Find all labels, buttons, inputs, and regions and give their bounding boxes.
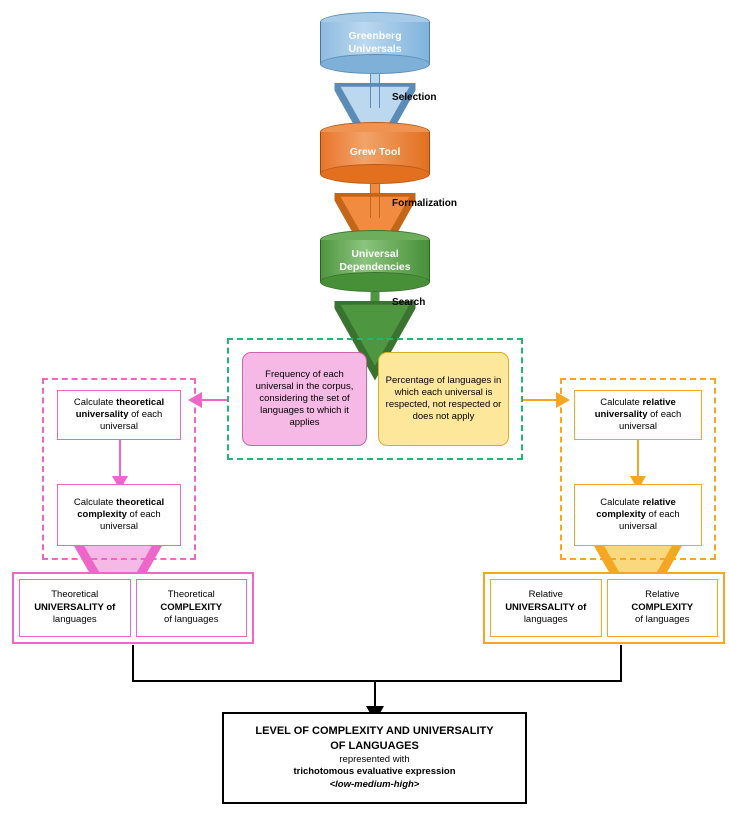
node-grew-line1: Grew Tool — [349, 146, 401, 159]
box-percentage-label: Percentage of languages in which each universal is respected, not respected or does not apply — [385, 374, 502, 423]
rcalc2-pre: Calculate — [600, 496, 643, 508]
calc1-pre: Calculate — [73, 396, 117, 408]
box-calc-theoretical-complexity-text — [64, 497, 174, 533]
node-greenberg-line2: Universals — [348, 43, 402, 55]
calc1-bold: theoretical universality — [75, 396, 165, 420]
node-greenberg-universals[interactable] — [320, 12, 430, 74]
box-final-level[interactable] — [222, 712, 527, 804]
node-greenberg-line1: Greenberg — [348, 29, 402, 42]
box-calc-relative-complexity-text — [581, 497, 695, 533]
node-grew-label — [320, 122, 430, 184]
arrow-label-search: Search — [392, 297, 426, 308]
box-calculate-relative-universality[interactable] — [574, 390, 702, 440]
res-tc-l1: Theoretical — [167, 589, 215, 601]
node-universal-dependencies[interactable] — [320, 230, 430, 292]
results-theoretical — [12, 572, 254, 644]
calc2-bold: theoretical complexity — [77, 496, 165, 520]
res-tc-l2: COMPLEXITY — [160, 601, 223, 613]
arrow-label-selection: Selection — [392, 92, 437, 103]
rcalc1-bold: relative universality — [594, 396, 676, 420]
res-ru-l2: UNIVERSALITY of — [505, 601, 587, 613]
result-relative-complexity[interactable] — [607, 579, 719, 637]
res-tc-l3: of languages — [164, 614, 219, 626]
result-theoretical-universality[interactable] — [19, 579, 131, 637]
result-theoretical-complexity[interactable] — [136, 579, 248, 637]
res-ru-l1: Relative — [528, 589, 563, 601]
box-frequency-label: Frequency of each universal in the corpus, considering the set of languages to which it applies — [255, 368, 354, 429]
res-rc-l1: Relative — [645, 589, 680, 601]
arrow-label-formalization: Formalization — [392, 198, 458, 209]
calc1-post: of each universal — [99, 408, 163, 433]
box-calculate-relative-complexity[interactable] — [574, 484, 702, 546]
final-line5: <low-medium-high> — [329, 779, 420, 791]
box-frequency-of-universal[interactable] — [242, 352, 367, 446]
final-line4: trichotomous evaluative expression — [293, 766, 456, 778]
node-greenberg-label — [320, 12, 430, 74]
calc2-pre: Calculate — [73, 496, 117, 508]
rcalc1-pre: Calculate — [600, 396, 643, 408]
res-rc-l3: of languages — [635, 614, 690, 626]
final-line3: represented with — [339, 753, 410, 765]
result-relative-universality[interactable] — [490, 579, 602, 637]
rcalc2-bold: relative complexity — [596, 496, 676, 520]
rcalc1-post: of each universal — [618, 408, 682, 433]
rcalc2-post: of each universal — [618, 508, 680, 533]
res-tu-l3: languages — [52, 614, 97, 626]
res-ru-l3: languages — [523, 614, 568, 626]
box-percentage-of-languages[interactable] — [378, 352, 509, 446]
node-ud-line1: Universal — [351, 247, 399, 260]
calc2-post: of each universal — [99, 508, 161, 533]
box-calculate-theoretical-complexity[interactable] — [57, 484, 181, 546]
res-rc-l2: COMPLEXITY — [631, 601, 694, 613]
box-calc-relative-universality-text — [581, 397, 695, 433]
node-ud-line2: Dependencies — [339, 261, 411, 273]
res-tu-l2: UNIVERSALITY of — [34, 601, 116, 613]
node-ud-label — [320, 230, 430, 292]
results-relative — [483, 572, 725, 644]
res-tu-l1: Theoretical — [51, 589, 99, 601]
final-line1: LEVEL OF COMPLEXITY AND UNIVERSALITY — [255, 724, 494, 737]
box-calculate-theoretical-universality[interactable] — [57, 390, 181, 440]
box-calc-theoretical-universality-text — [64, 397, 174, 433]
final-line2: OF LANGUAGES — [330, 739, 419, 752]
node-grew-tool[interactable] — [320, 122, 430, 184]
